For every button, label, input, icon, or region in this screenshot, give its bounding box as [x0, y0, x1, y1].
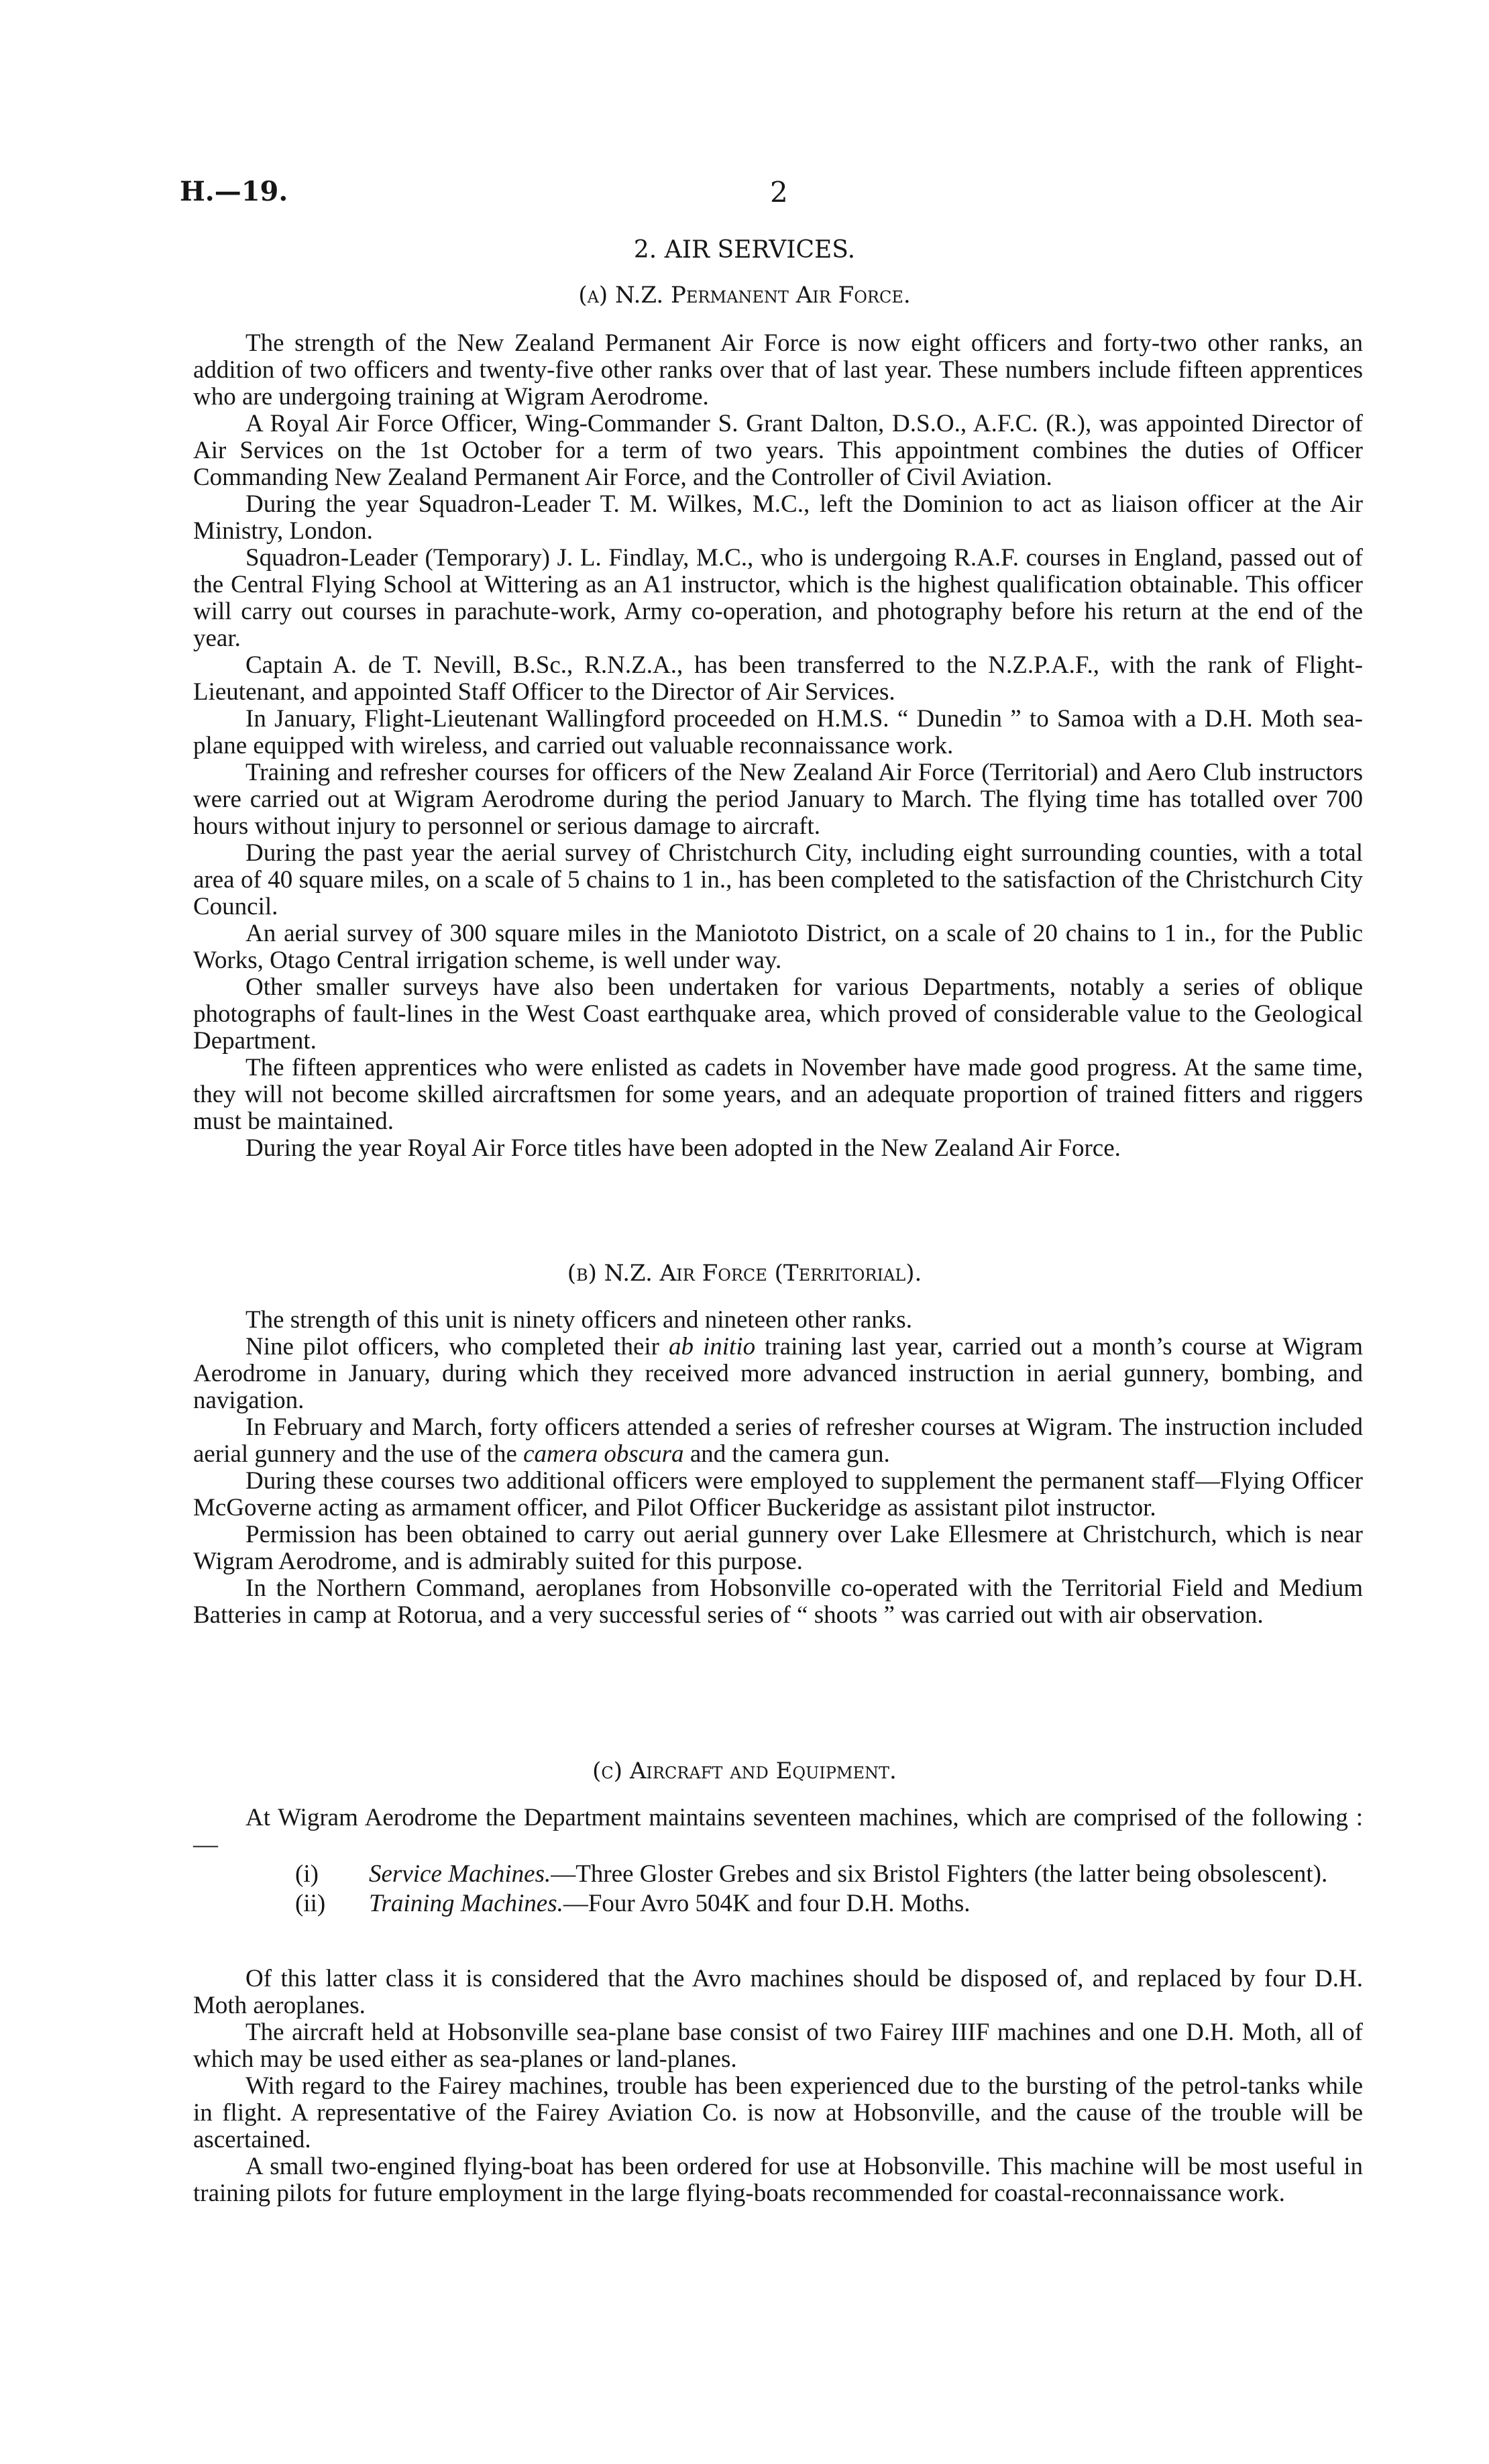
paragraph: Captain A. de T. Nevill, B.Sc., R.N.Z.A., has been transferred to the N.Z.P.A.F., with the rank of Flight-Lieutenant, and appointed Staff Officer to the Director of Air Services.	[193, 651, 1363, 706]
paragraph: Of this latter class it is considered that the Avro machines should be disposed of, and replaced by four D.H. Moth aeroplanes.	[193, 1965, 1363, 2019]
page-number: 2	[770, 176, 788, 209]
section-title: 2. AIR SERVICES.	[633, 236, 856, 264]
paragraph	[193, 1414, 1363, 1468]
paragraph: A Royal Air Force Officer, Wing-Commander S. Grant Dalton, D.S.O., A.F.C. (R.), was appointed Director of Air Services on the 1st October for a term of two years. This appointment combines the duties of Officer Commanding New Zealand Permanent Air Force, and the Controller of Civil Aviation.	[193, 410, 1363, 491]
subsection-heading-c: (c) Aircraft and Equipment.	[592, 1758, 897, 1784]
paragraph: Squadron-Leader (Temporary) J. L. Findlay, M.C., who is undergoing R.A.F. courses in England, passed out of the Central Flying School at Wittering as an A1 instructor, which is the highest qualification obtainable. This officer will carry out courses in parachute-work, Army co-operation, and photography before his return at the end of the year.	[193, 544, 1363, 652]
paragraph: The aircraft held at Hobsonville sea-plane base consist of two Fairey IIIF machines and one D.H. Moth, all of which may be used either as sea-planes or land-planes.	[193, 2019, 1363, 2073]
paragraph: Permission has been obtained to carry out aerial gunnery over Lake Ellesmere at Christchurch, which is near Wigram Aerodrome, and is admirably suited for this purpose.	[193, 1521, 1363, 1575]
paragraph: At Wigram Aerodrome the Department maintains seventeen machines, which are comprised of the following :—	[193, 1804, 1363, 1858]
paragraph: The fifteen apprentices who were enlisted as cadets in November have made good progress. At the same time, they will not become skilled aircraftsmen for some years, and an adequate proportion of trained fitters and riggers must be maintained.	[193, 1054, 1363, 1135]
paragraph: With regard to the Fairey machines, trouble has been experienced due to the bursting of the petrol-tanks while in flight. A representative of the Fairey Aviation Co. is now at Hobsonville, and the cause of the trouble will be ascertained.	[193, 2072, 1363, 2153]
paragraph: The strength of this unit is ninety officers and nineteen other ranks.	[245, 1306, 912, 1334]
list-item	[295, 1861, 1355, 1888]
machine-list	[295, 1861, 1355, 1917]
subsection-c-body	[193, 1966, 1363, 2207]
paragraph: During the year Squadron-Leader T. M. Wilkes, M.C., left the Dominion to act as liaison officer at the Air Ministry, London.	[193, 490, 1363, 545]
paragraph: A small two-engined flying-boat has been ordered for use at Hobsonville. This machine will be most useful in training pilots for future employment in the large flying-boats recommended for coastal-reconnaissance work.	[193, 2153, 1363, 2207]
list-label: Service Machines.	[369, 1860, 551, 1888]
paragraph: An aerial survey of 300 square miles in the Maniototo District, on a scale of 20 chains to 1 in., for the Public Works, Otago Central irrigation scheme, is well under way.	[193, 920, 1363, 974]
paragraph: In January, Flight-Lieutenant Wallingford proceeded on H.M.S. “ Dunedin ” to Samoa with a D.H. Moth sea-plane equipped with wireless, and carried out valuable reconnaissance work.	[193, 705, 1363, 759]
list-number: (i)	[295, 1860, 319, 1888]
paragraph: During these courses two additional officers were employed to supplement the permanent staff—Flying Officer McGoverne acting as armament officer, and Pilot Officer Buckeridge as assistant pilot instructor.	[193, 1467, 1363, 1521]
subsection-heading-a: (a) N.Z. Permanent Air Force.	[578, 282, 911, 309]
list-label: Training Machines.	[369, 1890, 563, 1917]
paragraph: In the Northern Command, aeroplanes from Hobsonville co-operated with the Territorial Field and Medium Batteries in camp at Rotorua, and a very successful series of “ shoots ” was carried out with air observation.	[193, 1574, 1363, 1629]
text-run: and the camera gun.	[683, 1440, 890, 1468]
paragraph: The strength of the New Zealand Permanent Air Force is now eight officers and forty-two other ranks, an addition of two officers and twenty-five other ranks over that of last year. These numbers include fifteen apprentices who are undergoing training at Wigram Aerodrome.	[193, 329, 1363, 411]
text-run: Nine pilot officers, who completed their	[245, 1333, 669, 1360]
list-number: (ii)	[295, 1890, 326, 1917]
paragraph: Other smaller surveys have also been undertaken for various Departments, notably a series of oblique photographs of fault-lines in the West Coast earthquake area, which proved of considerable value to the Geological Department.	[193, 973, 1363, 1055]
list-text	[329, 1860, 1327, 1888]
paragraph: Training and refresher courses for officers of the New Zealand Air Force (Territorial) and Aero Club instructors were carried out at Wigram Aerodrome during the period January to March. The flying time has totalled over 700 hours without injury to personnel or serious damage to aircraft.	[193, 759, 1363, 840]
text-run: In February and March, forty officers attended a series of refresher courses at Wigram. The instruction included aerial gunnery and the use of the	[193, 1413, 1363, 1468]
subsection-b-body	[193, 1307, 1363, 1629]
list-description: —Four Avro 504K and four D.H. Moths.	[563, 1890, 971, 1917]
document-reference: H.—19.	[180, 176, 288, 207]
italic-term: ab initio	[668, 1333, 756, 1360]
italic-term: camera obscura	[523, 1440, 684, 1468]
subsection-c-intro	[193, 1805, 1363, 1858]
list-description: —Three Gloster Grebes and six Bristol Fighters (the latter being obsolescent).	[551, 1860, 1328, 1888]
list-item	[295, 1890, 1355, 1917]
subsection-a-body	[193, 330, 1363, 1162]
paragraph	[193, 1334, 1363, 1414]
list-text	[329, 1890, 971, 1917]
paragraph: During the year Royal Air Force titles have been adopted in the New Zealand Air Force.	[245, 1134, 1121, 1162]
subsection-heading-b: (b) N.Z. Air Force (Territorial).	[567, 1260, 922, 1287]
text-run: training last year, carried out a month’s course at Wigram Aerodrome in January, during which they received more advanced instruction in aerial gunnery, bombing, and navigation.	[193, 1333, 1363, 1414]
paragraph: During the past year the aerial survey of Christchurch City, including eight surrounding counties, with a total area of 40 square miles, on a scale of 5 chains to 1 in., has been completed to the satisfaction of the Christchurch City Council.	[193, 839, 1363, 920]
